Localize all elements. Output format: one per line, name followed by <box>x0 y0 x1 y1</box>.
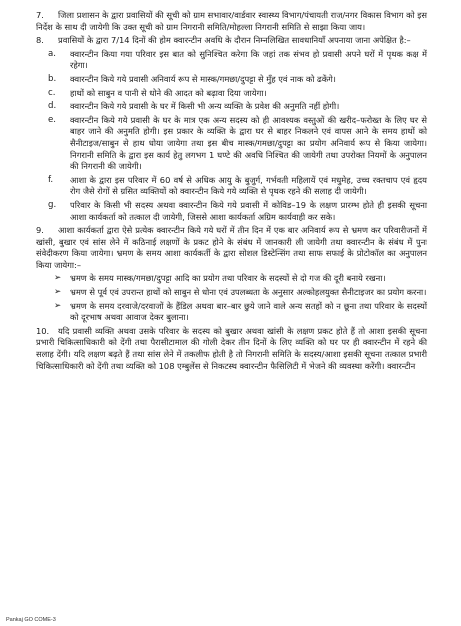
item-text: क्वारन्टीन किये गये प्रवासी के घर के मात्र एक अन्य सदस्य को ही आवश्यक वस्तुओं की खरीद–फरोख्त के लिए घर से बाहर जाने की अनुमति होगी। इस प्रकार के व्यक्ति के द्वारा घर से बाहर निकलने एवं वापस आने के समय हाथों को सैनीटाइज/साबुन से हाथ धोया जायेगा तथा इस बीच मास्क/गमछा/दुपट्टा का प्रयोग अनिवार्य रूप से किया जायेगा। निगरानी समिति के द्वारा इस कार्य हेतु लगभग 1 घण्टे की अवधि निश्चित की जायेगी तथा उपरोक्त नियमों के अनुपालन की निगरानी की जायेगी। <box>70 114 427 172</box>
list-item <box>36 49 427 72</box>
list-item <box>36 200 427 223</box>
list-item <box>36 101 427 113</box>
item-label: f. <box>48 174 54 185</box>
item-text: क्वारन्टीन किये गये प्रवासी के घर में किसी भी अन्य व्यक्ति के प्रवेश की अनुमति नहीं होगी। <box>70 101 340 112</box>
item-label: a. <box>48 48 56 59</box>
item-label: c. <box>48 87 56 98</box>
bullet-text: भ्रमण के समय मास्क/गमछा/दुपट्टा आदि का प्रयोग तथा परिवार के सदस्यों से दो गज की दूरी बनाये रखना। <box>70 273 386 284</box>
item-text: परिवार के किसी भी सदस्य अथवा क्वारन्टीन किये गये प्रवासी में कोविड–19 के लक्षण प्रारम्भ होते ही इसकी सूचना आशा कार्यकर्ता को तत्काल दी जायेगी, जिससे आशा कार्यकर्ता अग्रिम कार्यवाही कर सके। <box>70 199 427 222</box>
arrow-right-icon: ➢ <box>54 273 62 284</box>
list-item <box>54 287 427 299</box>
arrow-right-icon: ➢ <box>54 300 62 311</box>
paragraph-number: 8. <box>36 35 44 46</box>
item-text: हाथों को साबुन व पानी से धोने की आदत को बढ़ावा दिया जायेगा। <box>70 87 267 98</box>
paragraph-8 <box>36 35 427 47</box>
paragraph-number: 7. <box>36 10 44 20</box>
paragraph-number: 9. <box>36 225 44 236</box>
bullet-text: भ्रमण से पूर्व एवं उपरान्त हाथों को साबुन से धोना एवं उपलब्धता के अनुसार अल्कोहलयुक्त सैनीटाइजर का प्रयोग करना। <box>70 287 427 298</box>
item-text: क्वारन्टीन किये गये प्रवासी अनिवार्य रूप से मास्क/गमछा/दुपट्टा से मुँह एवं नाक को ढकेंगे। <box>70 73 336 84</box>
paragraph-text: जिला प्रशासन के द्वारा प्रवासियों की सूची को ग्राम सभावार/वार्डवार स्वास्थ्य विभाग/पंचायती राज/नगर विकास विभाग को इस निर्देश के साथ दी जायेगी कि उक्त सूची को ग्राम निगरानी समिति/मोहल्ला निगरानी समिति से साझा किया जाय। <box>36 10 427 32</box>
paragraph-text: प्रवासियों के द्वारा 7/14 दिनों की होम क्वारन्टीन अवधि के दौरान निम्नलिखित सावधानियाँ अपनाया जाना अपेक्षित है:– <box>58 35 411 46</box>
protocol-bullet-list <box>54 273 427 323</box>
bullet-text: भ्रमण के समय दरवाजे/दरवाजों के हैंडिल अथवा बार–बार छुये जाने वाले अन्य सतहों को न छूना तथा परिवार के सदस्यों को दूरभाष अथवा आवाज देकर बुलाना। <box>70 300 427 323</box>
item-text: क्वारन्टीन किया गया परिवार इस बात को सुनिश्चित करेगा कि जहां तक संभव हो प्रवासी अपने घरों में पृथक कक्ष में रहेगा। <box>70 48 427 71</box>
paragraph-7 <box>36 10 427 33</box>
arrow-right-icon: ➢ <box>54 287 62 298</box>
item-label: g. <box>48 199 57 210</box>
item-text: आशा के द्वारा इस परिवार में 60 वर्ष से अधिक आयु के बुजुर्ग, गर्भवती महिलायें एवं मधुमेह, उच्च रक्तचाप एवं हृदय रोग जैसे रोगों से ग्रसित व्यक्तियों को क्वारन्टीन किये गये व्यक्ति से पृथक रहने की सलाह दी जायेगी। <box>70 174 427 197</box>
item-label: b. <box>48 73 57 84</box>
page-footer: Pankaj GO COME-3 <box>6 617 56 623</box>
list-item <box>36 175 427 198</box>
list-item <box>36 74 427 86</box>
item-label: d. <box>48 101 57 112</box>
paragraph-text: आशा कार्यकर्ता द्वारा ऐसे प्रत्येक क्वारन्टीन किये गये घरों में तीन दिन में एक बार अनिवार्य रूप से भ्रमण कर परिवारीजनों में खांसी, बुखार एवं सांस लेने में कठिनाई लक्षणों के प्रकट होने के संबंध में जानकारी ली जायेगी तथा क्वारन्टीन के संबंध में पुनः संवेदीकरण किया जायेगा। भ्रमण के समय आशा कार्यकर्ती के द्वारा सोशल डिस्टेन्सिंग तथा साफ सफाई के प्रोटोकॉल का अनुपालन किया जायेगा:– <box>36 225 427 270</box>
paragraph-text: यदि प्रवासी व्यक्ति अथवा उसके परिवार के सदस्य को बुखार अथवा खांसी के लक्षण प्रकट होते हैं तो आशा इसकी सूचना प्रभारी चिकित्साधिकारी को देंगी तथा पैरासीटामाल की गोली देकर तीन दिनों के लिए व्यक्ति को घर पर ही क्वारन्टीन में रहने की सलाह देंगी। यदि लक्षण बढ़ते हैं तथा सांस लेने में तकलीफ होती है तो निगरानी समिति के सदस्य/आशा इसकी सूचना तत्काल प्रभारी चिकित्साधिकारी को देंगी तथा व्यक्ति को 108 एम्बुलेंस से निकटस्थ क्वारन्टीन फैसिलिटी में भेजने की व्यवस्था करेंगी। क्वारन्टीन <box>36 325 427 371</box>
paragraph-10 <box>36 326 427 372</box>
item-label: e. <box>48 114 57 125</box>
paragraph-number: 10. <box>36 325 50 336</box>
list-item <box>54 301 427 324</box>
list-item <box>36 115 427 173</box>
paragraph-9 <box>36 225 427 271</box>
list-item <box>54 273 427 285</box>
list-item <box>36 88 427 100</box>
precautions-list <box>36 49 427 223</box>
